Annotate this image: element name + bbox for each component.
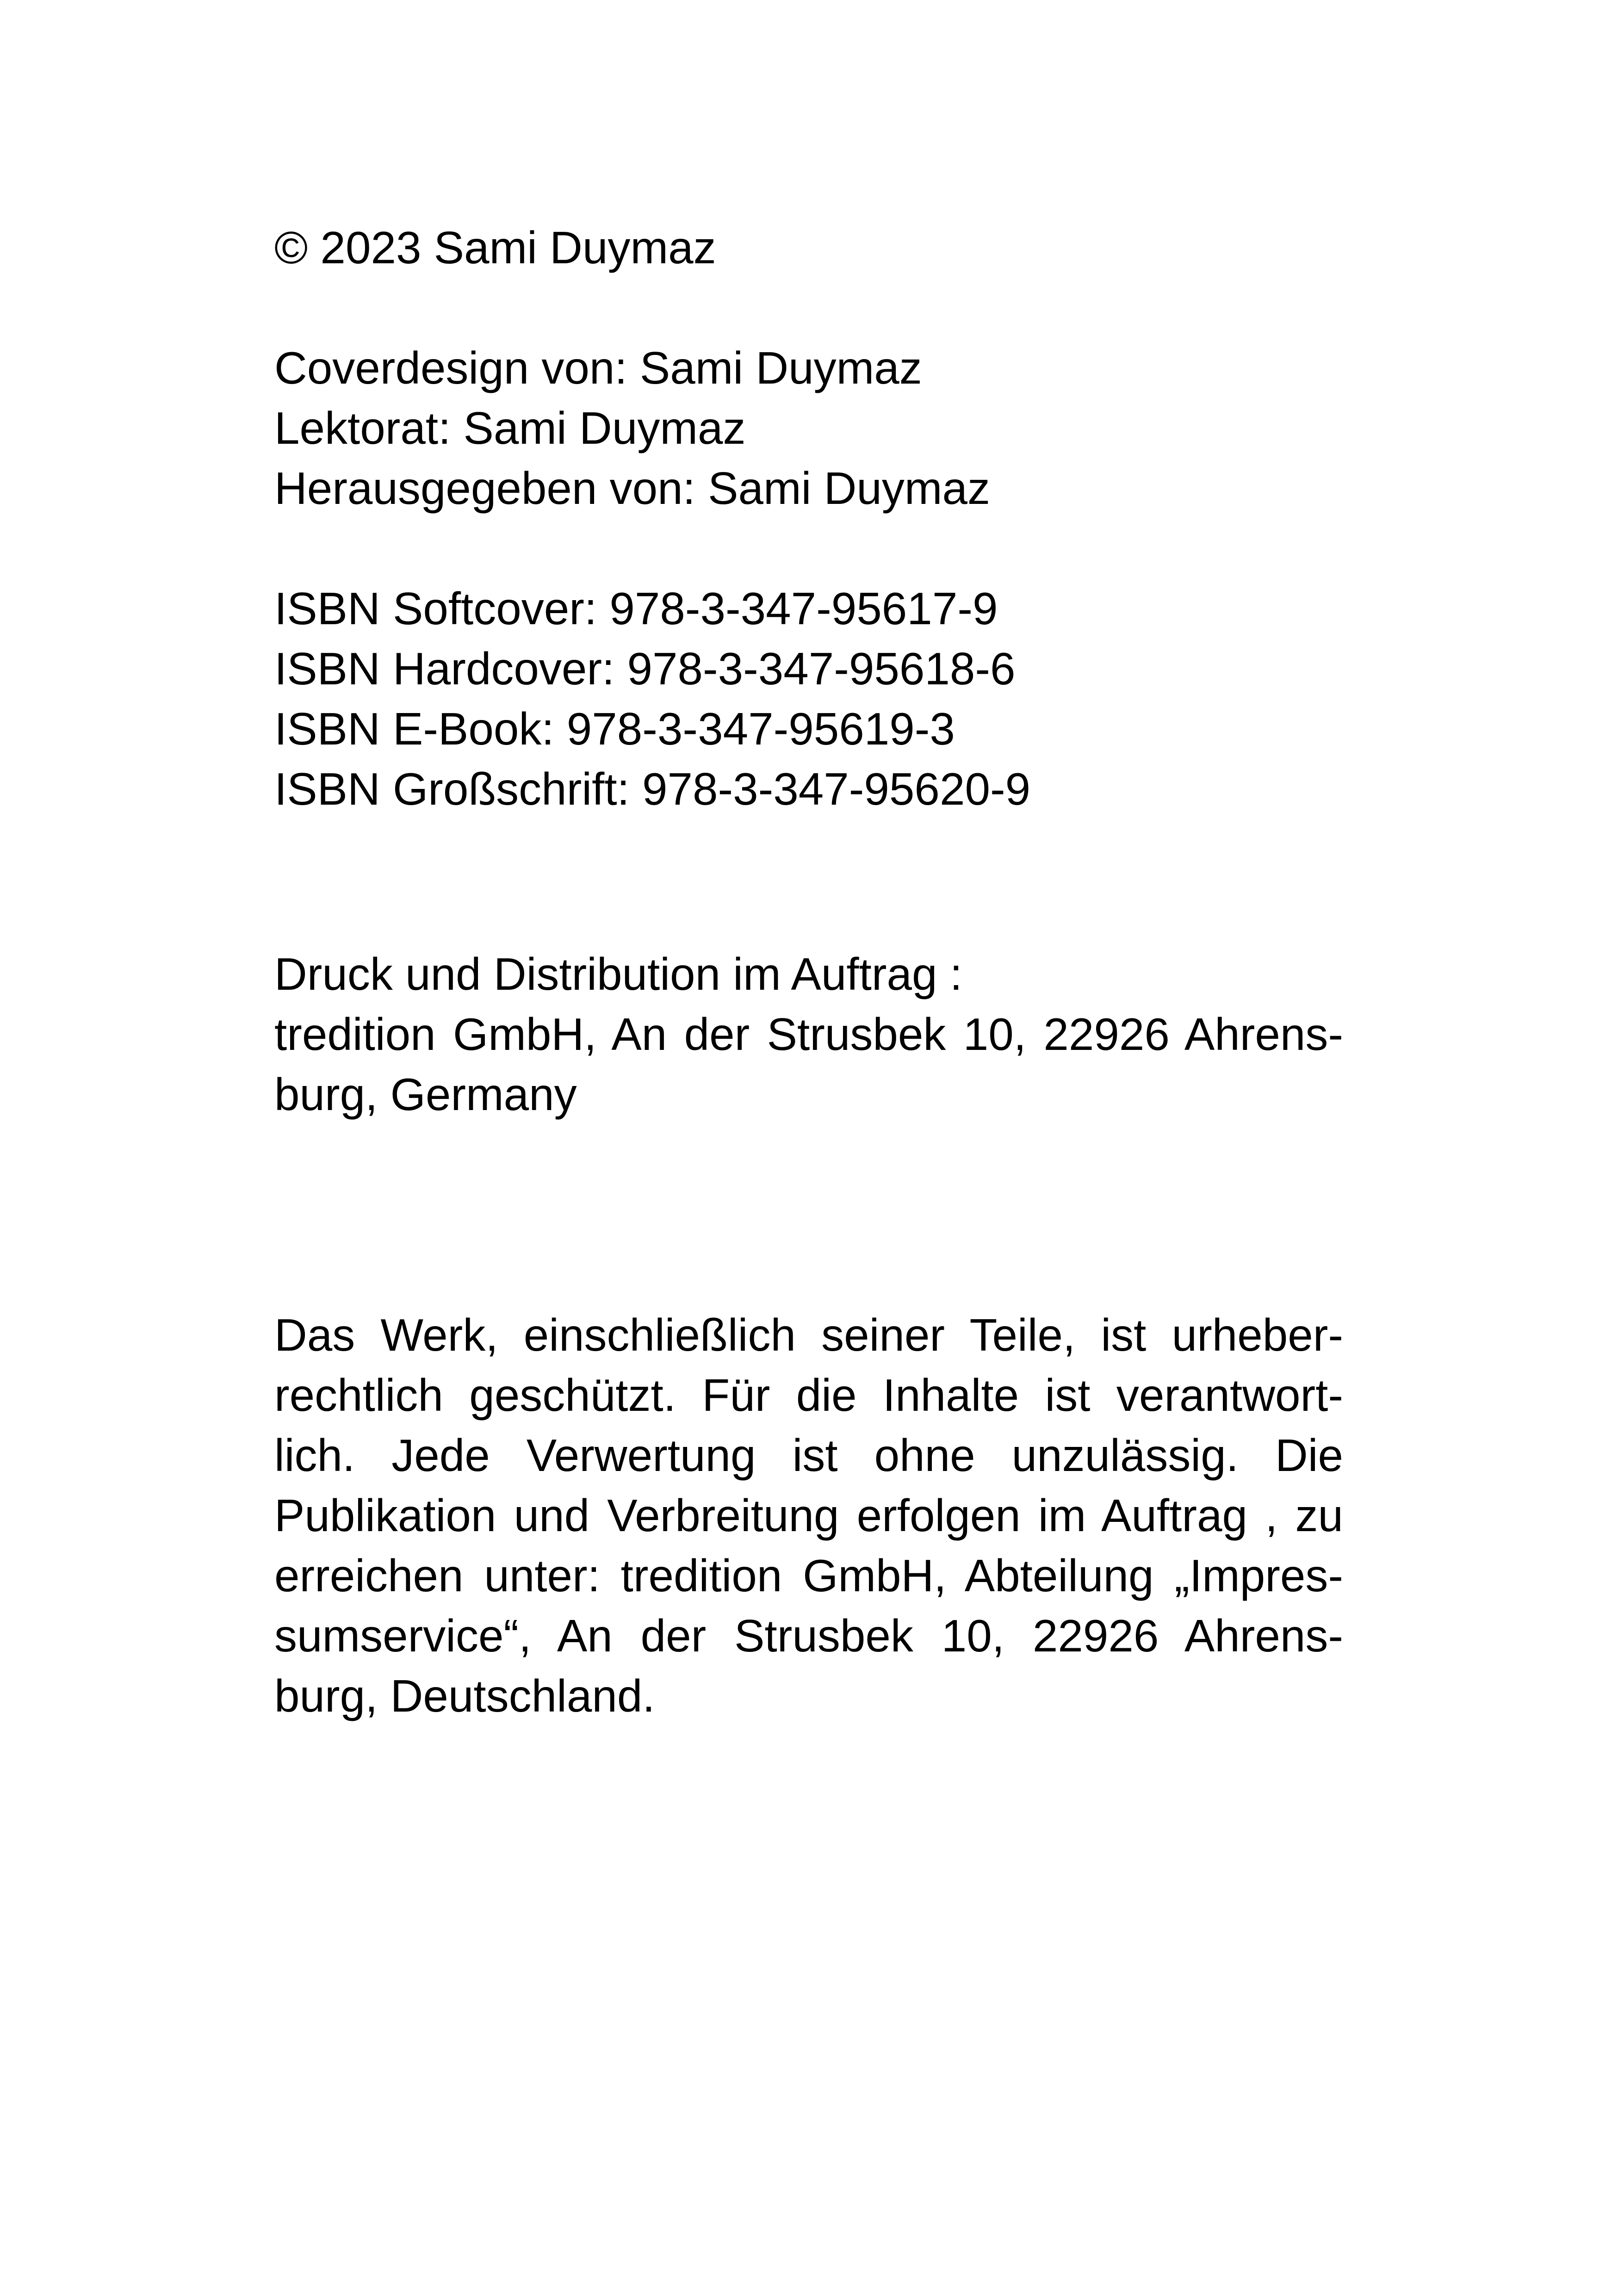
legal-line: sumservice“, An der Strusbek 10, 22926 Ahrens- <box>274 1610 1343 1661</box>
copyright-line: © 2023 Sami Duymaz <box>274 222 716 273</box>
legal-notice <box>274 1305 1343 1726</box>
cover-design-credit: Coverdesign von: Sami Duymaz <box>274 342 922 393</box>
print-distribution-block <box>274 944 1343 1124</box>
print-line: Druck und Distribution im Auftrag : <box>274 949 962 999</box>
publisher-credit: Herausgegeben von: Sami Duymaz <box>274 463 991 514</box>
legal-line: Publikation und Verbreitung erfolgen im Auftrag , zu <box>274 1490 1343 1541</box>
legal-line: Das Werk, einschließlich seiner Teile, ist urheber- <box>274 1309 1343 1360</box>
isbn-large-print: ISBN Großschrift: 978-3-347-95620-9 <box>274 763 1031 814</box>
editing-credit: Lektorat: Sami Duymaz <box>274 403 746 453</box>
credits-block <box>274 338 1343 518</box>
isbn-block <box>274 578 1343 819</box>
legal-line: lich. Jede Verwertung ist ohne unzulässig. Die <box>274 1430 1343 1481</box>
legal-line: erreichen unter: tredition GmbH, Abteilung „Impres- <box>274 1550 1343 1601</box>
print-line: tredition GmbH, An der Strusbek 10, 22926 Ahrens- <box>274 1009 1343 1060</box>
legal-line: burg, Deutschland. <box>274 1670 655 1721</box>
isbn-ebook: ISBN E-Book: 978-3-347-95619-3 <box>274 703 955 754</box>
copyright-notice <box>274 217 1343 278</box>
legal-line: rechtlich geschützt. Für die Inhalte ist verantwort- <box>274 1370 1343 1421</box>
isbn-hardcover: ISBN Hardcover: 978-3-347-95618-6 <box>274 643 1016 694</box>
print-line: burg, Germany <box>274 1069 577 1120</box>
isbn-softcover: ISBN Softcover: 978-3-347-95617-9 <box>274 583 998 634</box>
